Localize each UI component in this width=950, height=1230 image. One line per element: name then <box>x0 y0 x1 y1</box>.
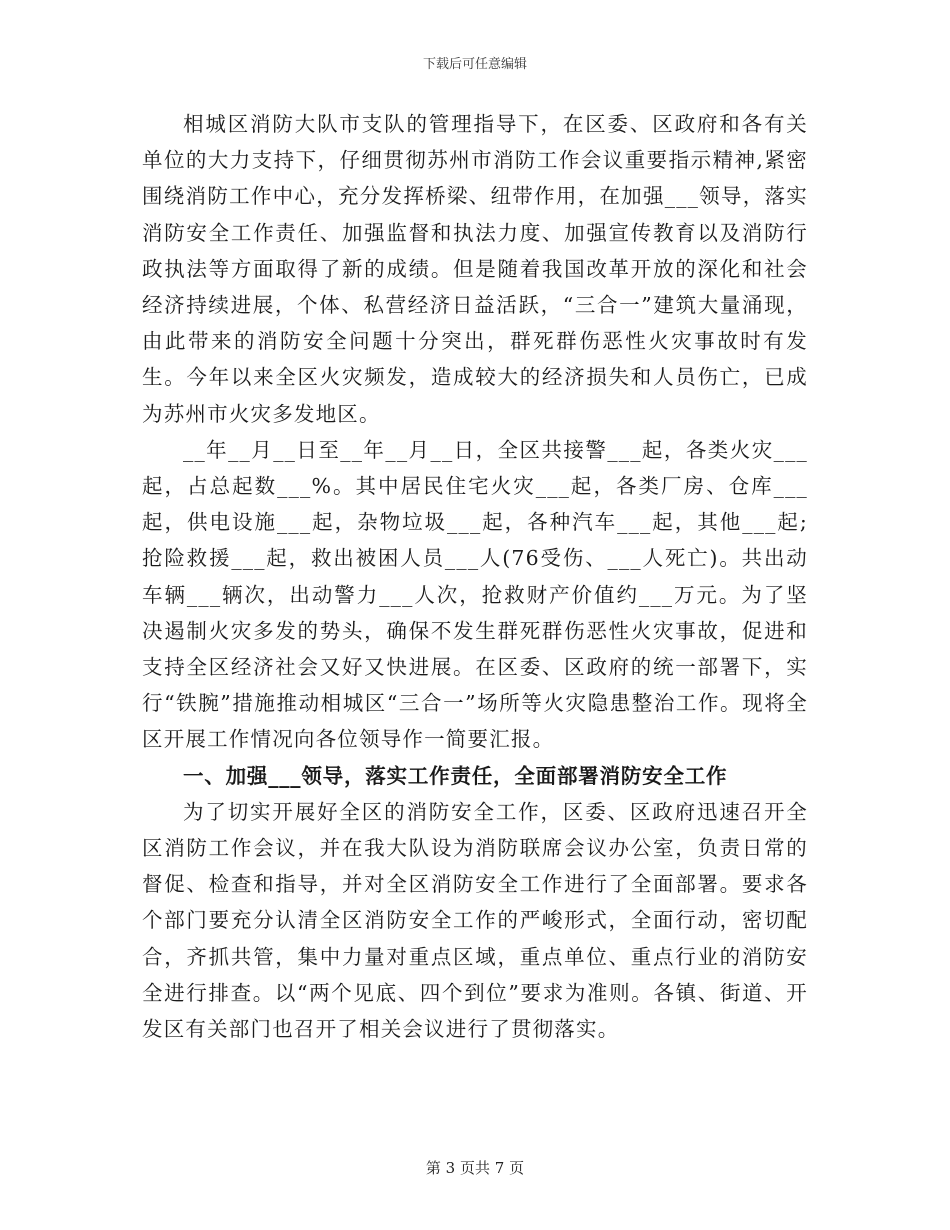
paragraph-intro: 相城区消防大队市支队的管理指导下，在区委、区政府和各有关单位的大力支持下，仔细贯彻苏州市消防工作会议重要指示精神,紧密围绕消防工作中心，充分发挥桥梁、纽带作用，在加强___领导，落实消防安全工作责任、加强监督和执法力度、加强宣传教育以及消防行政执法等方面取得了新的成绩。但是随着我国改革开放的深化和社会经济持续进展，个体、私营经济日益活跃，“三合一”建筑大量涌现，由此带来的消防安全问题十分突出，群死群伤恶性火灾事故时有发生。今年以来全区火灾频发，造成较大的经济损失和人员伤亡，已成为苏州市火灾多发地区。 <box>142 112 808 426</box>
paragraph-section-one: 为了切实开展好全区的消防安全工作，区委、区政府迅速召开全区消防工作会议，并在我大队设为消防联席会议办公室，负责日常的督促、检查和指导，并对全区消防安全工作进行了全面部署。要求各个部门要充分认清全区消防安全工作的严峻形式，全面行动，密切配合，齐抓共管，集中力量对重点区域，重点单位、重点行业的消防安全进行排查。以“两个见底、四个到位”要求为准则。各镇、街道、开发区有关部门也召开了相关会议进行了贯彻落实。 <box>142 799 808 1042</box>
section-heading: 一、加强___领导，落实工作责任，全面部署消防安全工作 <box>183 763 728 788</box>
paragraph-statistics: __年__月__日至__年__月__日，全区共接警___起，各类火灾___起，占总起数___%。其中居民住宅火灾___起，各类厂房、仓库___起，供电设施___起，杂物垃圾___起，各种汽车___起，其他___起;抢险救援___起，救出被困人员___人(76受伤、___人死亡)。共出动车辆___辆次，出动警力___人次，抢救财产价值约___万元。为了坚决遏制火灾多发的势头，确保不发生群死群伤恶性火灾事故，促进和支持全区经济社会又好又快进展。在区委、区政府的统一部署下，实行“铁腕”措施推动相城区“三合一”场所等火灾隐患整治工作。现将全区开展工作情况向各位领导作一简要汇报。 <box>142 437 808 752</box>
header-note: 下载后可任意编辑 <box>422 57 527 72</box>
page-number: 第 3 页共 7 页 <box>425 1159 525 1177</box>
document-body <box>142 106 808 1047</box>
